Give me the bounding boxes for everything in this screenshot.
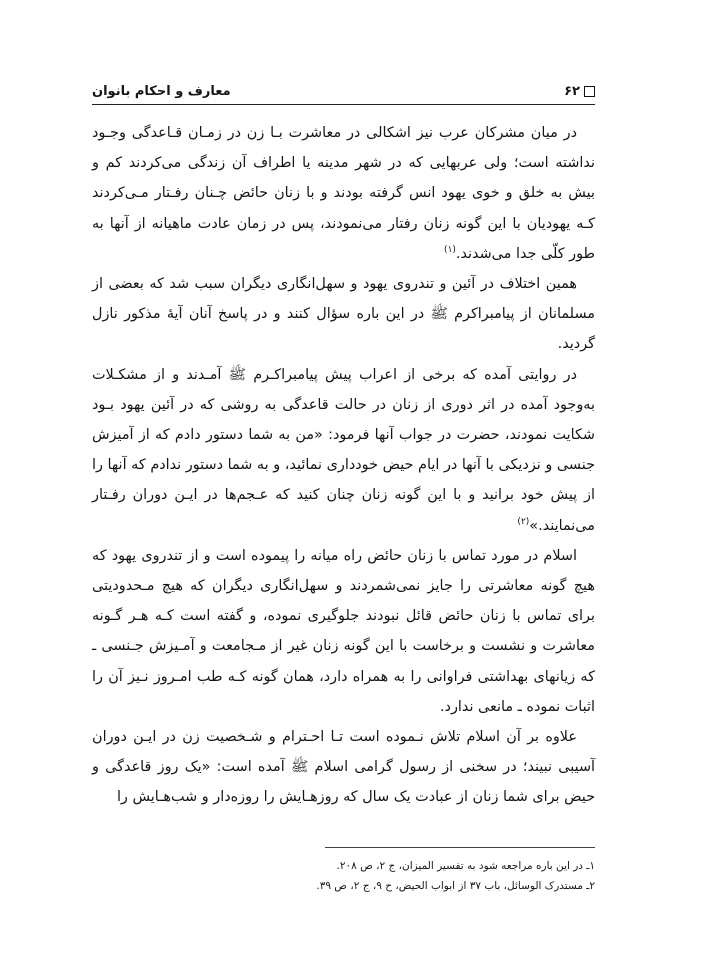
paragraph-text: در روایتی آمده که برخی از اعراب پیش پیامبراکـرم ﷺ آمـدند و از مشکـلات به‌وجود آمده در اثر دوری از زنان در حالت قاعدگی به روشی که در آئین یهود بـود شکایت نمودند، حضرت در جواب آنها فرمود: «من به شما دستور دادم که از آمیزش جنسی و نزدیکی با آنها در ایام حیض خودداری نمائید، و به شما دستور ندادم که آنها را از پیش خود برانید و با این گونه زنان چنان کنید که عـجم‌ها در ایـن دوران رفـتار می‌نمایند.» [92, 366, 595, 534]
paragraph-text: در میان مشرکان عرب نیز اشکالی در معاشرت بـا زن در زمـان قـاعدگی وجـود نداشته است؛ ولی عربهایی که در شهر مدینه یا اطراف آن زندگی می‌کردند کم و بیش به خلق و خوی یهود انس گرفته بودند و با زنان حائض چـنان رفـتار مـی‌کردند کـه یهودیان با این گونه زنان رفتار می‌نمودند، پس در زمان عادت ماهیانه از آنها به طور کلّی جدا می‌شدند. [92, 125, 595, 262]
paragraph-text: علاوه بر آن اسلام تلاش نـموده است تـا احـترام و شـخصیت زن در ایـن دوران آسیبی نبیند؛ در سخنی از رسول گرامی اسلام ﷺ آمده است: «یک روز قاعدگی و حیض برای شما زنان از عبادت یک سال که روزهـایش را روزه‌دار و شب‌هـایش را [92, 729, 595, 806]
paragraph [92, 269, 595, 360]
footnote-divider [325, 847, 595, 848]
paragraph [92, 722, 595, 813]
running-header [92, 80, 595, 102]
footnote-mark: (۲) [517, 516, 530, 527]
paragraph [92, 541, 595, 722]
paragraph-text: اسلام در مورد تماس با زنان حائض راه میانه را پیموده است و از تندروی یهود که هیچ گونه معاشرتی را جایز نمی‌شمردند و سهل‌انگاری دیگران که هیچ مـحدودیتی برای تماس با زنان حائض قائل نبودند جلوگیری نموده، و گفته است کـه هـر گـونه معاشرت و نشست و برخاست با این گونه زنان غیر از مـجامعت و آمـیزش جـنسی ـ که زیانهای بهداشتی فراوانی را به همراه دارد، همان گونه کـه طب امـروز نـیز آن را اثبات نموده ـ مانعی ندارد. [92, 547, 595, 715]
footnotes [92, 856, 595, 896]
square-bullet-icon [584, 86, 595, 97]
footnote: ۲ـ مستدرک الوسائل، باب ۳۷ از ابواب الحیض، ح ۹، ج ۲، ص ۳۹. [316, 880, 595, 892]
main-text [92, 118, 595, 813]
page-number-block [564, 84, 595, 99]
paragraph [92, 360, 595, 541]
footnote: ۱ـ در این باره مراجعه شود به تفسیر المیزان، ج ۲، ص ۲۰۸. [336, 860, 595, 872]
book-title: معارف و احکام بانوان [92, 83, 231, 99]
paragraph-text: همین اختلاف در آئین و تندروی یهود و سهل‌انگاری دیگران سبب شد که بعضی از مسلمانان از پیامبراکرم ﷺ در این باره سؤال کنند و در پاسخ آنان آیهٔ مذکور نازل گردید. [92, 276, 595, 353]
footnote-mark: (۱) [444, 245, 456, 256]
paragraph [92, 118, 595, 269]
page-number: ۶۲ [564, 83, 580, 99]
header-divider [92, 104, 595, 105]
